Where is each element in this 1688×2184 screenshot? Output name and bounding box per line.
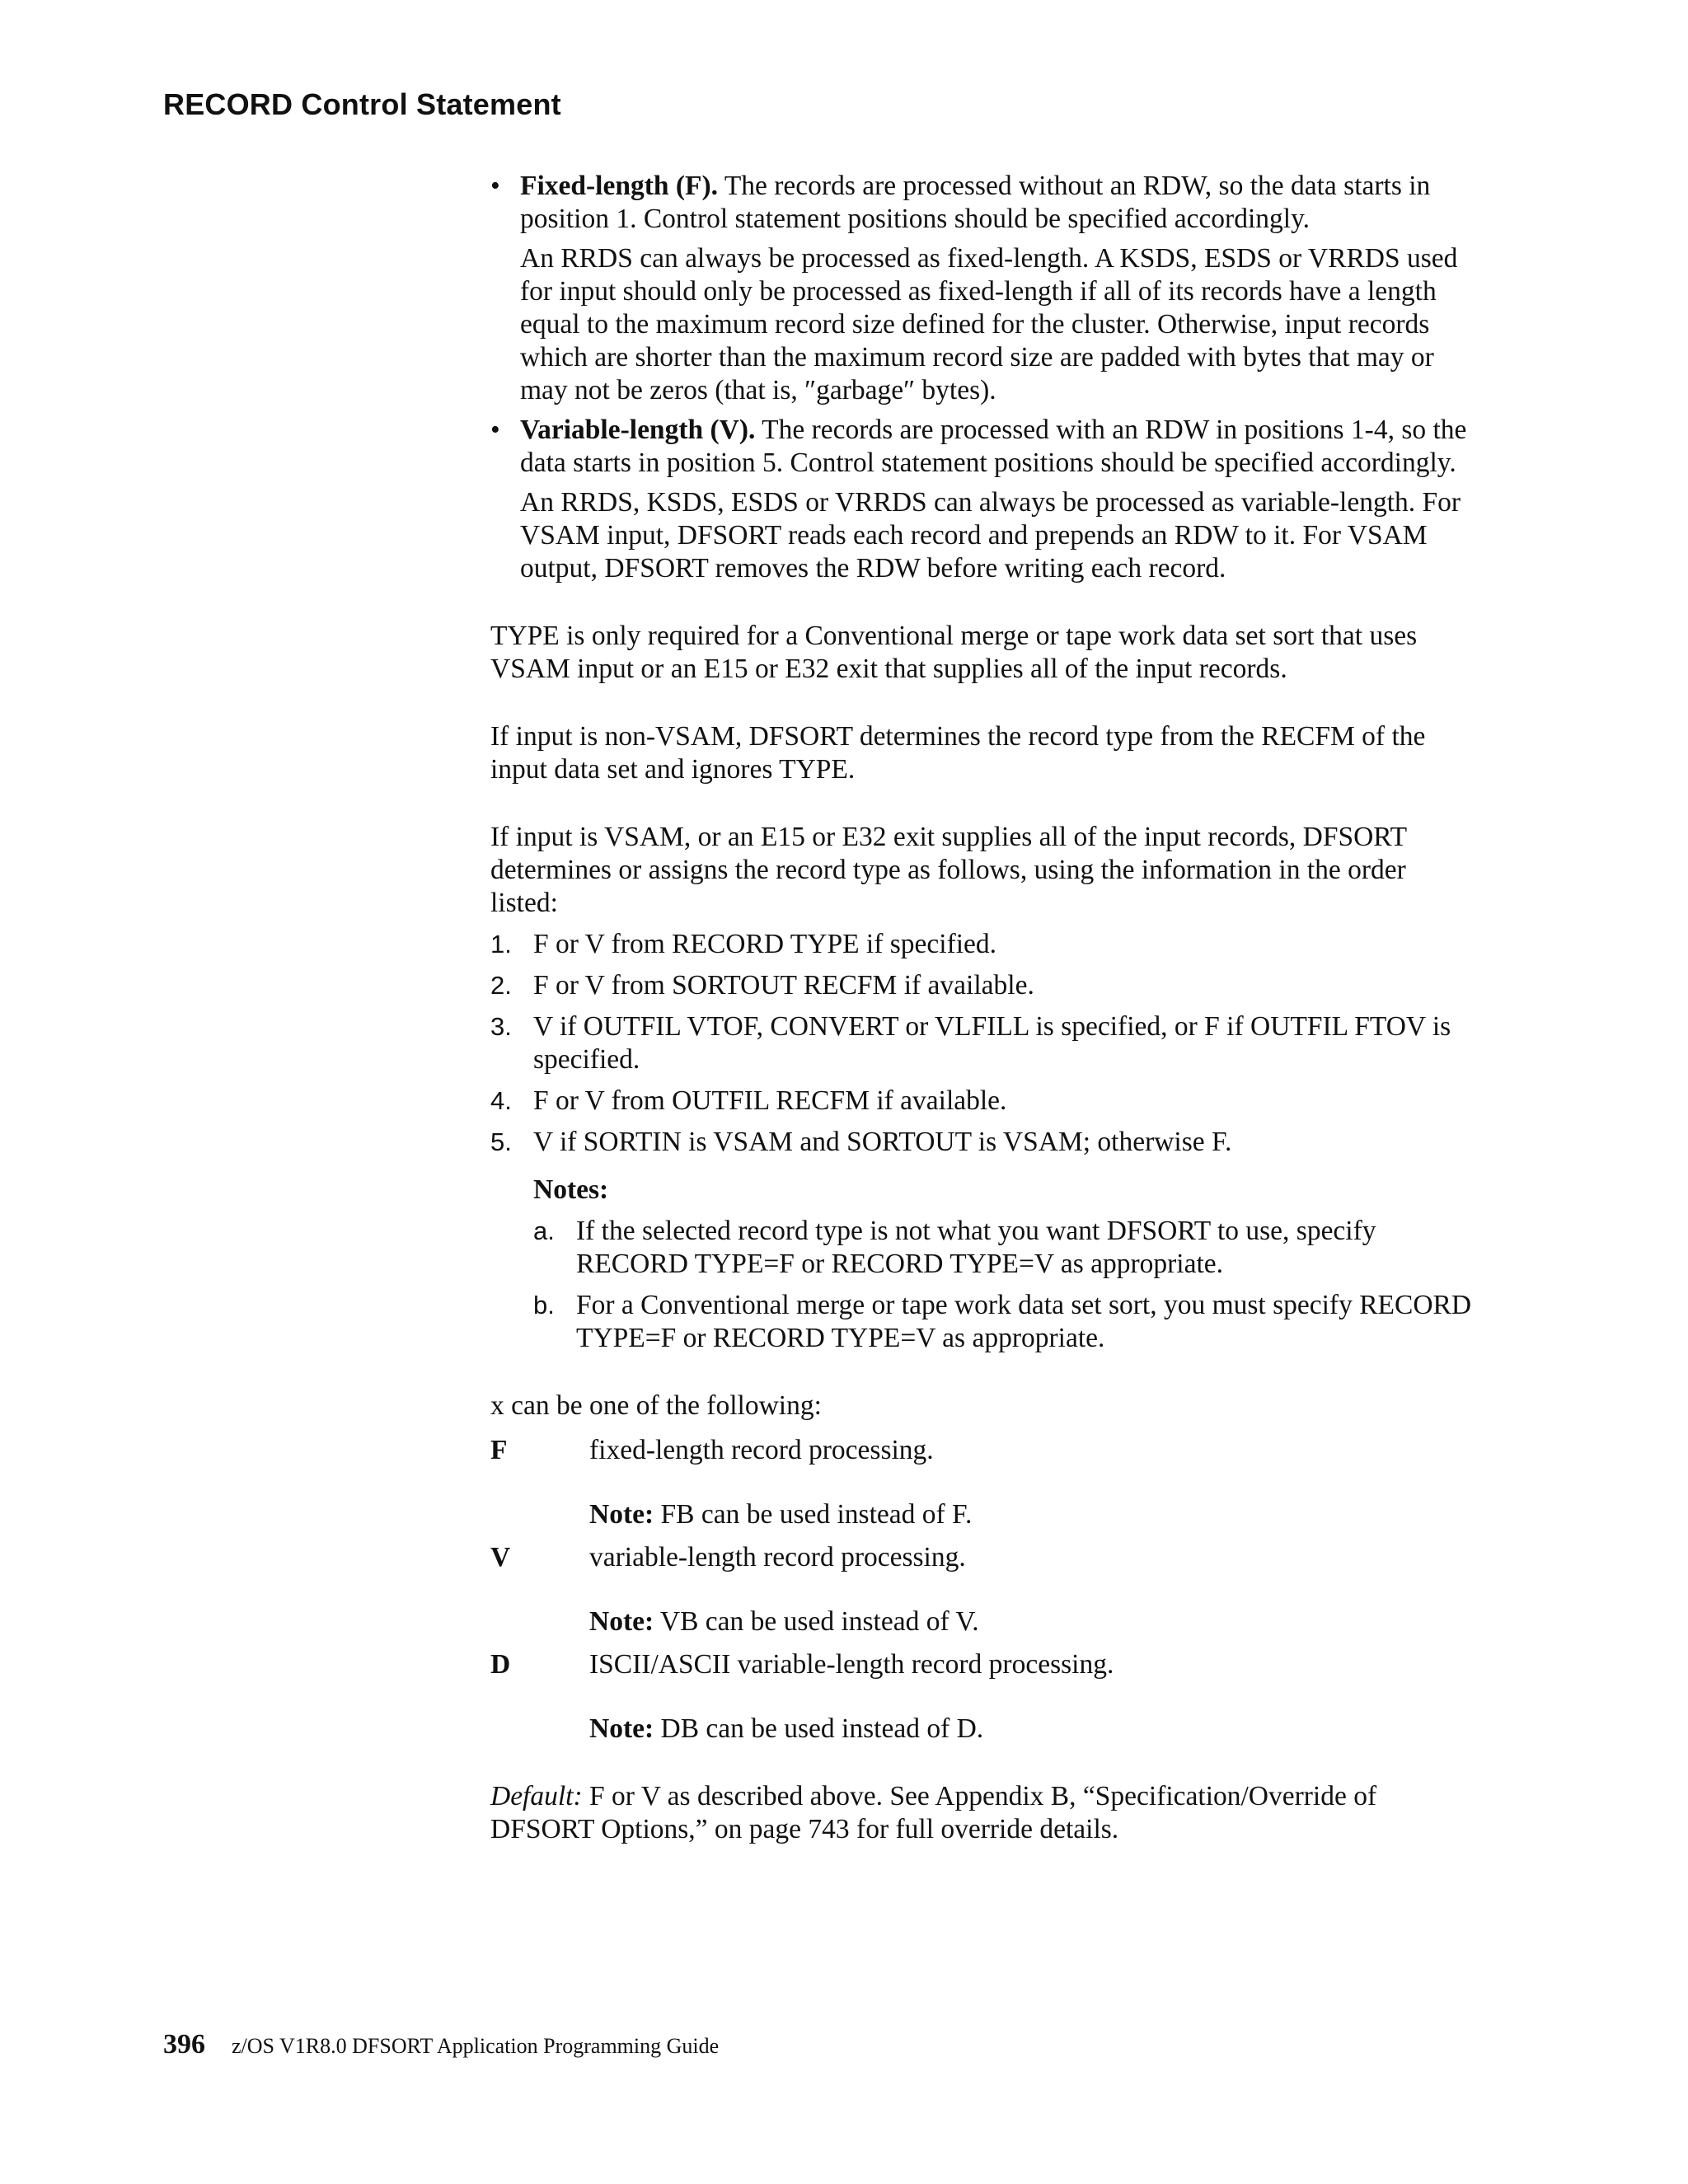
bullet-subparagraph: An RRDS, KSDS, ESDS or VRRDS can always be processed as variable-length. For VSAM input, DFSORT reads each record and prepends an RDW to it. For VSAM output, DFSORT removes the RDW before writing each record.: [520, 487, 1461, 583]
paragraph-type-required: TYPE is only required for a Conventional merge or tape work data set sort that uses VSAM input or an E15 or E32 exit that supplies all of the input records.: [490, 621, 1418, 684]
ordered-list: [490, 928, 1479, 1159]
definition-desc: fixed-length record processing.: [589, 1435, 934, 1465]
definition-term: V: [490, 1542, 511, 1572]
definition-note: Note: FB can be used instead of F.: [589, 1499, 973, 1530]
bullet-dot: •: [490, 171, 500, 201]
definition-list: [490, 1434, 1479, 1746]
notes-heading: Notes:: [533, 1174, 609, 1205]
definition-item: [490, 1648, 1479, 1746]
definition-desc: variable-length record processing.: [589, 1542, 966, 1572]
page-number: 396: [163, 2029, 205, 2060]
paragraph-non-vsam: If input is non-VSAM, DFSORT determines the record type from the RECFM of the input data set and ignores TYPE.: [490, 721, 1426, 785]
default-paragraph: Default: F or V as described above. See Appendix B, “Specification/Override of DFSORT Options,” on page 743 for full override details.: [490, 1781, 1377, 1844]
notes-block: [490, 1174, 1479, 1355]
list-item: 4. F or V from OUTFIL RECFM if available.: [490, 1085, 1007, 1116]
paragraph-vsam: If input is VSAM, or an E15 or E32 exit supplies all of the input records, DFSORT determines or assigns the record type as follows, using the information in the order listed:: [490, 822, 1407, 918]
definition-item: [490, 1434, 1479, 1531]
bullet-subparagraph: An RRDS can always be processed as fixed-length. A KSDS, ESDS or VRRDS used for input should only be processed as fixed-length if all of its records have a length equal to the maximum record size defined for the cluster. Otherwise, input records which are shorter than the maximum record size are padded with bytes that may or may not be zeros (that is, ″garbage″ bytes).: [520, 243, 1458, 405]
definition-term: F: [490, 1435, 508, 1465]
bullet-dot: •: [490, 415, 500, 445]
definition-note: Note: VB can be used instead of V.: [589, 1606, 979, 1637]
definition-note: Note: DB can be used instead of D.: [589, 1713, 984, 1744]
definition-item: [490, 1541, 1479, 1638]
list-item: 1. F or V from RECORD TYPE if specified.: [490, 929, 997, 959]
definition-desc: ISCII/ASCII variable-length record processing.: [589, 1649, 1114, 1680]
bullet-text: Fixed-length (F). The records are processed without an RDW, so the data starts in position 1. Control statement positions should be specified accordingly.: [520, 171, 1431, 234]
note-item: a. If the selected record type is not what you want DFSORT to use, specify RECORD TYPE=F or RECORD TYPE=V as appropriate.: [533, 1216, 1376, 1279]
bullet-variable-length: [490, 414, 1479, 585]
book-title: z/OS V1R8.0 DFSORT Application Programming Guide: [232, 2034, 720, 2058]
note-item: b. For a Conventional merge or tape work data set sort, you must specify RECORD TYPE=F or RECORD TYPE=V as appropriate.: [533, 1290, 1472, 1353]
main-content: [490, 170, 1479, 1846]
list-item: 3. V if OUTFIL VTOF, CONVERT or VLFILL is specified, or F if OUTFIL FTOV is specified.: [490, 1011, 1451, 1075]
list-item: 2. F or V from SORTOUT RECFM if available.: [490, 970, 1034, 1001]
bullet-text: Variable-length (V). The records are processed with an RDW in positions 1-4, so the data starts in position 5. Control statement positions should be specified accordingly.: [520, 415, 1467, 478]
page-header: RECORD Control Statement: [163, 87, 561, 121]
list-item: 5. V if SORTIN is VSAM and SORTOUT is VSAM; otherwise F.: [490, 1127, 1232, 1157]
page-footer: [163, 2029, 719, 2060]
bullet-fixed-length: [490, 170, 1479, 407]
definition-term: D: [490, 1649, 511, 1680]
x-intro: x can be one of the following:: [490, 1390, 822, 1421]
